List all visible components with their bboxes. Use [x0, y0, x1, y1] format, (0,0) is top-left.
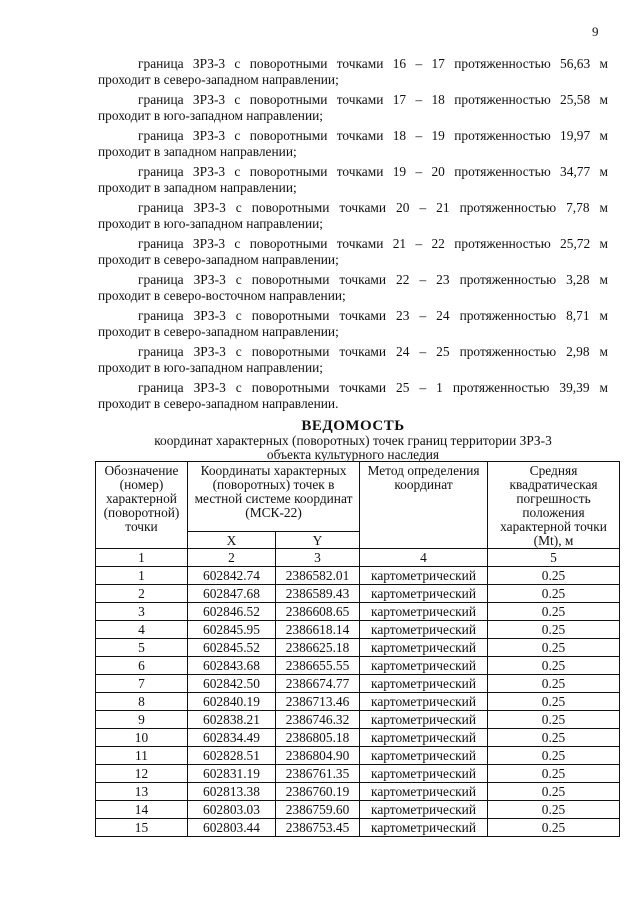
point-number-cell: 9: [96, 711, 188, 729]
header-y: Y: [276, 532, 360, 549]
error-cell: 0.25: [488, 765, 620, 783]
boundary-paragraph: [98, 308, 608, 340]
point-number-cell: 14: [96, 801, 188, 819]
error-cell: 0.25: [488, 747, 620, 765]
paragraph-line: граница ЗРЗ-3 с поворотными точками 19 – 20 протяженностью 34,77 м: [138, 164, 608, 179]
header-error: Средняя квадратическая погрешность положения характерной точки (Mt), м: [488, 462, 620, 549]
paragraph-line: проходит в северо-западном направлении;: [98, 324, 339, 339]
y-coordinate-cell: 2386655.55: [276, 657, 360, 675]
column-number: 1: [96, 549, 188, 567]
method-cell: картометрический: [360, 729, 488, 747]
x-coordinate-cell: 602840.19: [188, 693, 276, 711]
x-coordinate-cell: 602843.68: [188, 657, 276, 675]
point-number-cell: 8: [96, 693, 188, 711]
table-row: [96, 621, 620, 639]
header-designation: Обозначение (номер) характерной (поворотной) точки: [96, 462, 188, 549]
paragraph-line: граница ЗРЗ-3 с поворотными точками 21 – 22 протяженностью 25,72 м: [138, 236, 608, 251]
error-cell: 0.25: [488, 711, 620, 729]
statement-subtitle: координат характерных (поворотных) точек границ территории ЗРЗ-3: [154, 433, 552, 448]
column-number: 2: [188, 549, 276, 567]
header-coordinates: Координаты характерных (поворотных) точек в местной системе координат (МСК-22): [188, 462, 360, 532]
method-cell: картометрический: [360, 693, 488, 711]
paragraph-line: проходит в северо-восточном направлении;: [98, 288, 346, 303]
error-cell: 0.25: [488, 693, 620, 711]
paragraph-line: проходит в северо-западном направлении;: [98, 72, 339, 87]
y-coordinate-cell: 2386804.90: [276, 747, 360, 765]
boundary-paragraph: [98, 380, 608, 412]
y-coordinate-cell: 2386589.43: [276, 585, 360, 603]
paragraph-line: граница ЗРЗ-3 с поворотными точками 22 – 23 протяженностью 3,28 м: [138, 272, 608, 287]
statement-subtitle: объекта культурного наследия: [266, 447, 440, 462]
table-row: [96, 765, 620, 783]
y-coordinate-cell: 2386759.60: [276, 801, 360, 819]
x-coordinate-cell: 602846.52: [188, 603, 276, 621]
x-coordinate-cell: 602813.38: [188, 783, 276, 801]
column-number: 4: [360, 549, 488, 567]
point-number-cell: 10: [96, 729, 188, 747]
x-coordinate-cell: 602838.21: [188, 711, 276, 729]
paragraph-line: проходит в западном направлении;: [98, 144, 297, 159]
paragraph-line: граница ЗРЗ-3 с поворотными точками 24 – 25 протяженностью 2,98 м: [138, 344, 608, 359]
paragraph-line: проходит в северо-западном направлении;: [98, 252, 339, 267]
y-coordinate-cell: 2386608.65: [276, 603, 360, 621]
header-method: Метод определения координат: [360, 462, 488, 549]
page-number: 9: [592, 24, 599, 39]
statement-heading: [98, 418, 608, 462]
boundary-paragraph: [98, 92, 608, 124]
table-row: [96, 747, 620, 765]
table-row: [96, 567, 620, 585]
error-cell: 0.25: [488, 819, 620, 837]
point-number-cell: 1: [96, 567, 188, 585]
point-number-cell: 13: [96, 783, 188, 801]
error-cell: 0.25: [488, 729, 620, 747]
table-row: [96, 729, 620, 747]
method-cell: картометрический: [360, 567, 488, 585]
table-row: [96, 693, 620, 711]
method-cell: картометрический: [360, 819, 488, 837]
paragraph-line: проходит в юго-западном направлении;: [98, 216, 324, 231]
table-row: [96, 639, 620, 657]
table-row: [96, 657, 620, 675]
table-row: [96, 603, 620, 621]
statement-title: ВЕДОМОСТЬ: [301, 418, 405, 434]
y-coordinate-cell: 2386746.32: [276, 711, 360, 729]
boundary-paragraph: [98, 164, 608, 196]
error-cell: 0.25: [488, 585, 620, 603]
x-coordinate-cell: 602803.44: [188, 819, 276, 837]
x-coordinate-cell: 602828.51: [188, 747, 276, 765]
y-coordinate-cell: 2386753.45: [276, 819, 360, 837]
y-coordinate-cell: 2386618.14: [276, 621, 360, 639]
paragraph-line: проходит в западном направлении;: [98, 180, 297, 195]
error-cell: 0.25: [488, 675, 620, 693]
point-number-cell: 6: [96, 657, 188, 675]
point-number-cell: 2: [96, 585, 188, 603]
table-row: [96, 801, 620, 819]
boundary-paragraph: [98, 128, 608, 160]
method-cell: картометрический: [360, 747, 488, 765]
x-coordinate-cell: 602803.03: [188, 801, 276, 819]
point-number-cell: 15: [96, 819, 188, 837]
boundary-paragraph: [98, 236, 608, 268]
boundary-paragraph: [98, 56, 608, 88]
error-cell: 0.25: [488, 621, 620, 639]
y-coordinate-cell: 2386761.35: [276, 765, 360, 783]
paragraph-line: граница ЗРЗ-3 с поворотными точками 17 – 18 протяженностью 25,58 м: [138, 92, 608, 107]
y-coordinate-cell: 2386625.18: [276, 639, 360, 657]
method-cell: картометрический: [360, 675, 488, 693]
boundary-paragraph: [98, 272, 608, 304]
table-row: [96, 783, 620, 801]
method-cell: картометрический: [360, 765, 488, 783]
error-cell: 0.25: [488, 783, 620, 801]
x-coordinate-cell: 602845.95: [188, 621, 276, 639]
paragraph-line: проходит в северо-западном направлении.: [98, 396, 339, 411]
x-coordinate-cell: 602845.52: [188, 639, 276, 657]
method-cell: картометрический: [360, 585, 488, 603]
point-number-cell: 11: [96, 747, 188, 765]
y-coordinate-cell: 2386760.19: [276, 783, 360, 801]
paragraph-line: граница ЗРЗ-3 с поворотными точками 23 – 24 протяженностью 8,71 м: [138, 308, 608, 323]
table-row: [96, 711, 620, 729]
x-coordinate-cell: 602842.74: [188, 567, 276, 585]
paragraph-line: граница ЗРЗ-3 с поворотными точками 18 – 19 протяженностью 19,97 м: [138, 128, 608, 143]
x-coordinate-cell: 602831.19: [188, 765, 276, 783]
method-cell: картометрический: [360, 621, 488, 639]
boundary-paragraph: [98, 344, 608, 376]
table-row: [96, 819, 620, 837]
paragraph-line: граница ЗРЗ-3 с поворотными точками 16 – 17 протяженностью 56,63 м: [138, 56, 608, 71]
y-coordinate-cell: 2386713.46: [276, 693, 360, 711]
paragraph-line: проходит в юго-западном направлении;: [98, 108, 324, 123]
error-cell: 0.25: [488, 801, 620, 819]
y-coordinate-cell: 2386805.18: [276, 729, 360, 747]
paragraph-line: граница ЗРЗ-3 с поворотными точками 20 – 21 протяженностью 7,78 м: [138, 200, 608, 215]
method-cell: картометрический: [360, 711, 488, 729]
point-number-cell: 4: [96, 621, 188, 639]
error-cell: 0.25: [488, 639, 620, 657]
method-cell: картометрический: [360, 783, 488, 801]
point-number-cell: 12: [96, 765, 188, 783]
table-row: [96, 675, 620, 693]
error-cell: 0.25: [488, 657, 620, 675]
boundary-paragraph: [98, 200, 608, 232]
method-cell: картометрический: [360, 801, 488, 819]
y-coordinate-cell: 2386674.77: [276, 675, 360, 693]
point-number-cell: 7: [96, 675, 188, 693]
paragraph-line: граница ЗРЗ-3 с поворотными точками 25 – 1 протяженностью 39,39 м: [138, 380, 608, 395]
coordinates-table: [95, 461, 620, 837]
method-cell: картометрический: [360, 657, 488, 675]
boundary-description: [98, 56, 608, 416]
error-cell: 0.25: [488, 567, 620, 585]
column-number: 5: [488, 549, 620, 567]
paragraph-line: проходит в юго-западном направлении;: [98, 360, 324, 375]
point-number-cell: 5: [96, 639, 188, 657]
x-coordinate-cell: 602847.68: [188, 585, 276, 603]
table-row: [96, 585, 620, 603]
error-cell: 0.25: [488, 603, 620, 621]
header-x: X: [188, 532, 276, 549]
point-number-cell: 3: [96, 603, 188, 621]
x-coordinate-cell: 602834.49: [188, 729, 276, 747]
column-number-row: [96, 549, 620, 567]
x-coordinate-cell: 602842.50: [188, 675, 276, 693]
column-number: 3: [276, 549, 360, 567]
method-cell: картометрический: [360, 603, 488, 621]
method-cell: картометрический: [360, 639, 488, 657]
y-coordinate-cell: 2386582.01: [276, 567, 360, 585]
